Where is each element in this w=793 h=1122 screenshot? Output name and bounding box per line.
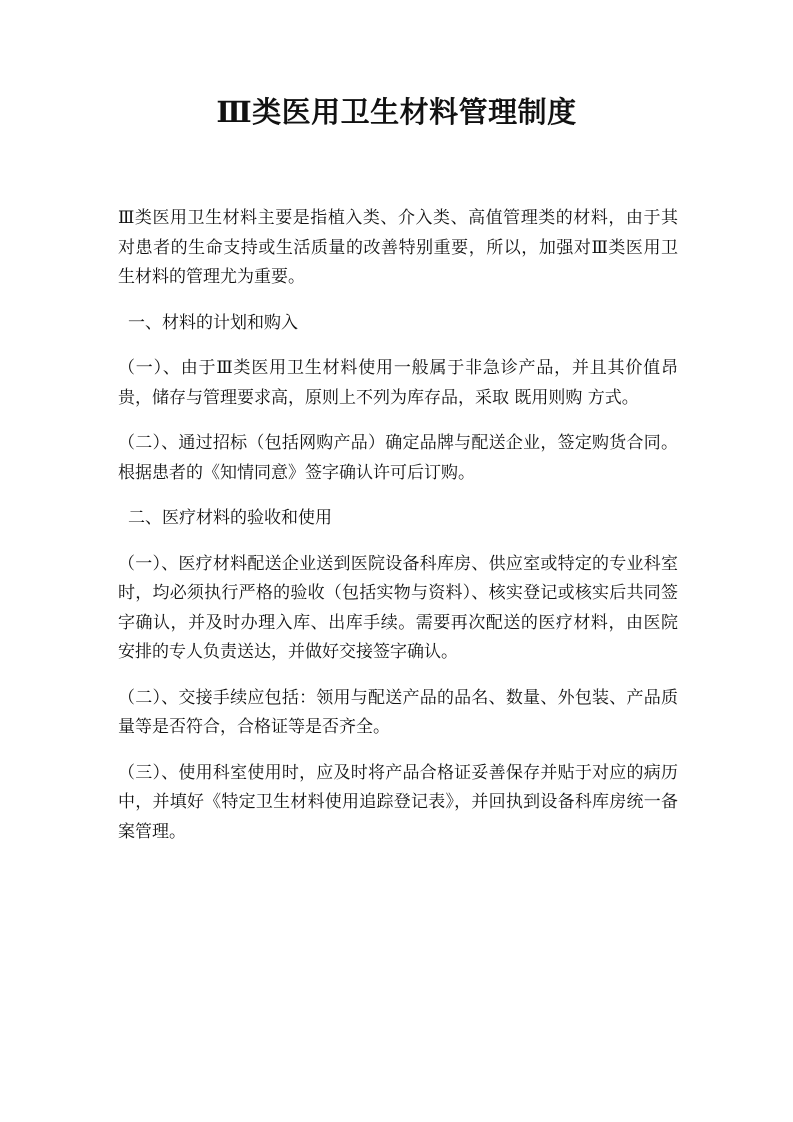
section-2-item-1: （一）、医疗材料配送企业送到医院设备科库房、供应室或特定的专业科室时，均必须执行严格的验收（包括实物与资料）、核实登记或核实后共同签字确认，并及时办理入库、出库手续。需要再次配送的医疗材料，由医院安排的专人负责送达，并做好交接签字确认。	[118, 553, 678, 662]
section-2-item-3: （三）、使用科室使用时，应及时将产品合格证妥善保存并贴于对应的病历中，并填好《特定卫生材料使用追踪登记表》，并回执到设备科库房统一备案管理。	[118, 762, 678, 842]
document-body	[118, 204, 678, 863]
section-1-heading: 一、材料的计划和购入	[128, 312, 298, 333]
section-2-item-2: （二）、交接手续应包括：领用与配送产品的品名、数量、外包装、产品质量等是否符合，合格证等是否齐全。	[118, 687, 678, 737]
section-1-item-2: （二）、通过招标（包括网购产品）确定品牌与配送企业，签定购货合同。根据患者的《知情同意》签字确认许可后订购。	[118, 433, 678, 483]
section-1-item-1: （一）、由于Ⅲ类医用卫生材料使用一般属于非急诊产品，并且其价值昂贵，储存与管理要求高，原则上不列为库存品，采取 既用则购 方式。	[118, 358, 678, 408]
intro-paragraph: Ⅲ类医用卫生材料主要是指植入类、介入类、高值管理类的材料，由于其对患者的生命支持或生活质量的改善特别重要，所以，加强对Ⅲ类医用卫生材料的管理尤为重要。	[118, 208, 678, 287]
document-title: Ⅲ类医用卫生材料管理制度	[216, 95, 577, 129]
section-2-heading: 二、医疗材料的验收和使用	[128, 508, 332, 528]
